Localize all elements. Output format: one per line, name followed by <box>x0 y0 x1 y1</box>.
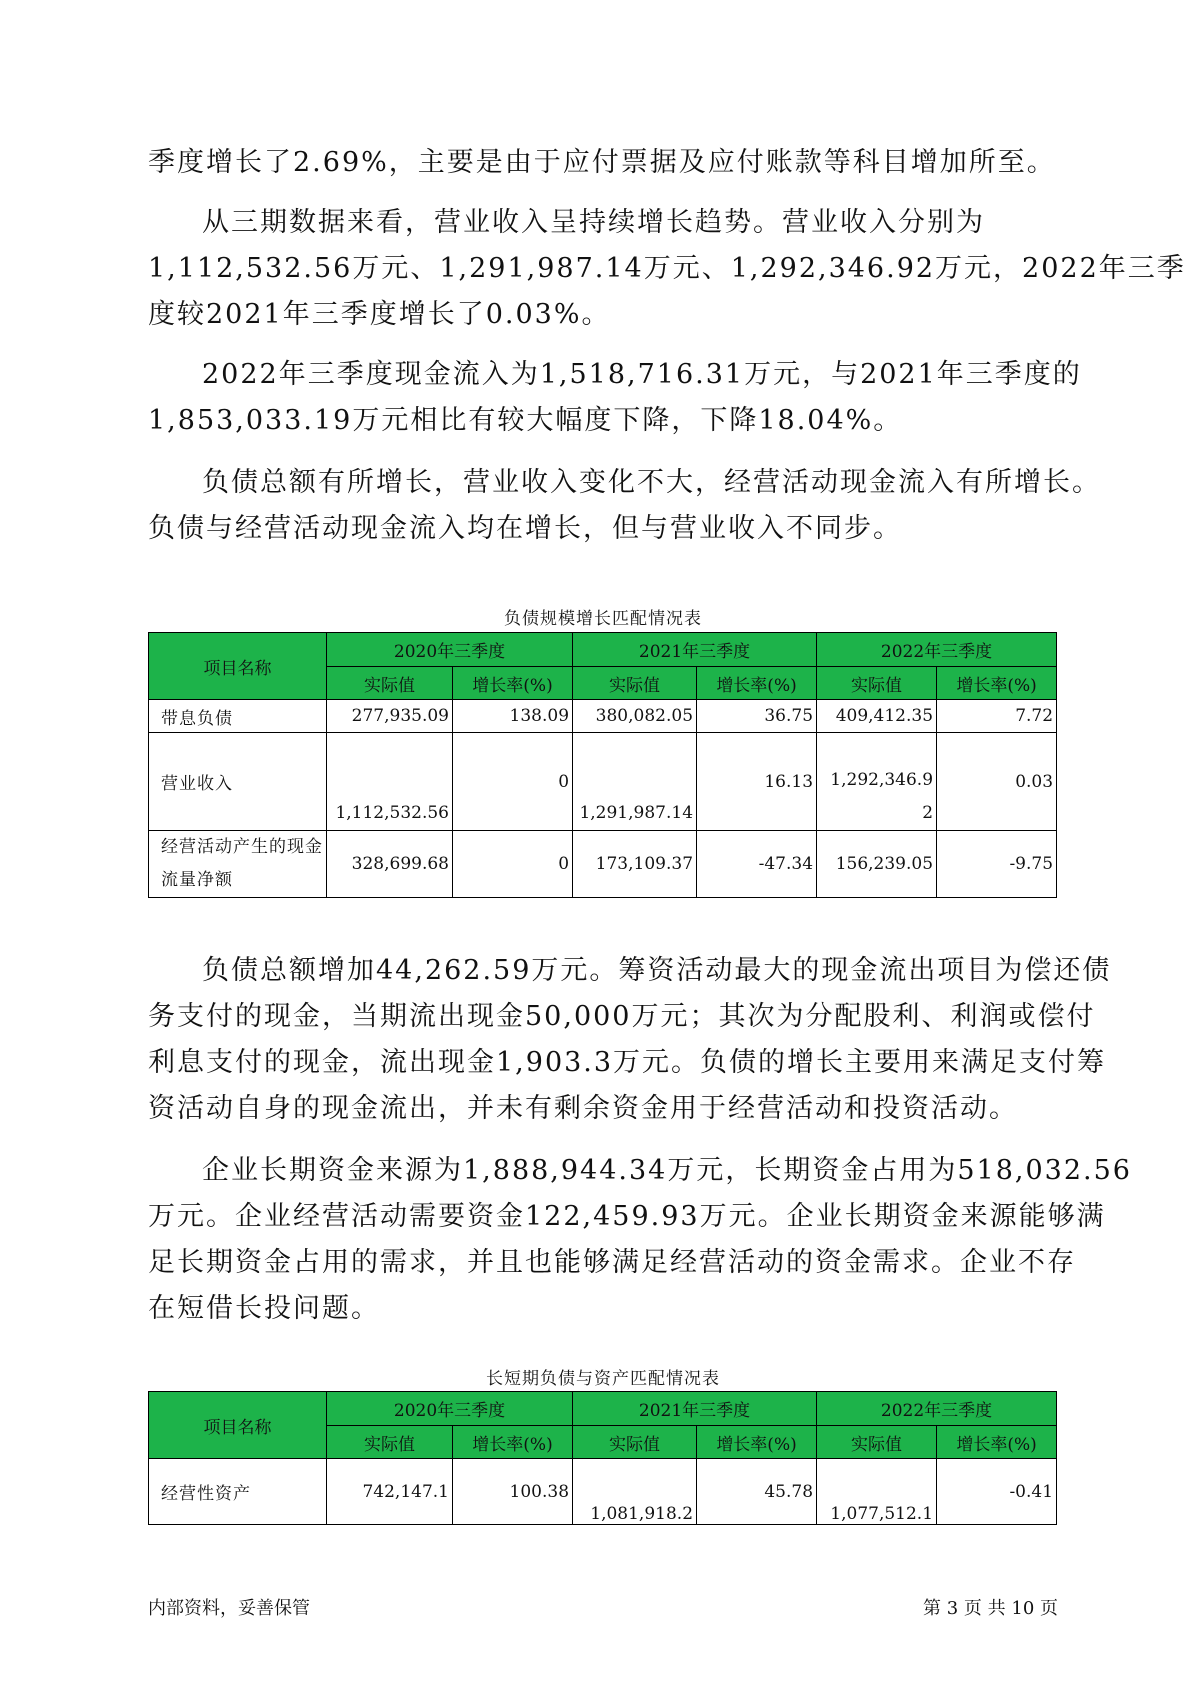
cell-growth: 100.38 <box>453 1459 573 1525</box>
header-actual-value: 实际值 <box>327 1426 453 1459</box>
header-actual-value: 实际值 <box>327 667 453 700</box>
cell-growth: 138.09 <box>453 700 573 733</box>
paragraph-5: 负债总额增加44,262.59万元。筹资活动最大的现金流出项目为偿还债 务支付的现金，当期流出现金50,000万元；其次为分配股利、利润或偿付 利息支付的现金，流出现金1,903.3万元。负债的增长主要用来满足支付筹 资活动自身的现金流出，并未有剩余资金用于经营活动和投资活动。 <box>148 955 1112 1124</box>
header-growth-rate: 增长率(%) <box>453 667 573 700</box>
page-number: 第 3 页 共 10 页 <box>923 1598 1058 1619</box>
header-item-name: 项目名称 <box>149 1392 327 1459</box>
table-row <box>149 733 1057 831</box>
header-period-2021: 2021年三季度 <box>573 1392 817 1426</box>
table-row <box>149 1459 1057 1525</box>
header-growth-rate: 增长率(%) <box>937 667 1057 700</box>
header-actual-value: 实际值 <box>573 667 697 700</box>
debt-asset-match-table <box>148 1391 1057 1525</box>
cell-value: 173,109.37 <box>573 831 697 898</box>
paragraph-6: 企业长期资金来源为1,888,944.34万元，长期资金占用为518,032.56 万元。企业经营活动需要资金122,459.93万元。企业长期资金来源能够满 足长期资金占用的需求，并且也能够满足经营活动的资金需求。企业不存 在短借长投问题。 <box>148 1155 1132 1324</box>
cell-growth: 0.03 <box>937 733 1057 831</box>
cell-value: 1,292,346.92 <box>817 733 937 831</box>
cell-value: 1,081,918.2 <box>573 1459 697 1525</box>
row-label: 经营活动产生的现金流量净额 <box>149 831 327 898</box>
table-row <box>149 831 1057 898</box>
cell-value: 277,935.09 <box>327 700 453 733</box>
header-actual-value: 实际值 <box>817 667 937 700</box>
row-label: 经营性资产 <box>149 1459 327 1525</box>
cell-value: 1,112,532.56 <box>327 733 453 831</box>
header-period-2022: 2022年三季度 <box>817 633 1057 667</box>
table2-caption: 长短期负债与资产匹配情况表 <box>486 1369 720 1389</box>
cell-value: 156,239.05 <box>817 831 937 898</box>
paragraph-4: 负债总额有所增长，营业收入变化不大，经营活动现金流入有所增长。 负债与经营活动现金流入均在增长，但与营业收入不同步。 <box>148 467 1101 544</box>
header-period-2022: 2022年三季度 <box>817 1392 1057 1426</box>
header-actual-value: 实际值 <box>573 1426 697 1459</box>
paragraph-3: 2022年三季度现金流入为1,518,716.31万元，与2021年三季度的 1,853,033.19万元相比有较大幅度下降，下降18.04%。 <box>148 359 1082 436</box>
header-growth-rate: 增长率(%) <box>697 1426 817 1459</box>
cell-growth: -0.41 <box>937 1459 1057 1525</box>
cell-value: 1,291,987.14 <box>573 733 697 831</box>
cell-value: 409,412.35 <box>817 700 937 733</box>
cell-growth: 16.13 <box>697 733 817 831</box>
header-period-2021: 2021年三季度 <box>573 633 817 667</box>
paragraph-2: 从三期数据来看，营业收入呈持续增长趋势。营业收入分别为 1,112,532.56万元、1,291,987.14万元、1,292,346.92万元，2022年三季 度较2021年三季度增长了0.03%。 <box>148 207 1186 330</box>
cell-growth: 36.75 <box>697 700 817 733</box>
cell-value: 742,147.1 <box>327 1459 453 1525</box>
cell-growth: 7.72 <box>937 700 1057 733</box>
header-growth-rate: 增长率(%) <box>697 667 817 700</box>
row-label: 营业收入 <box>149 733 327 831</box>
table1-caption: 负债规模增长匹配情况表 <box>504 609 702 629</box>
cell-growth: 0 <box>453 831 573 898</box>
header-growth-rate: 增长率(%) <box>453 1426 573 1459</box>
debt-growth-table <box>148 632 1057 898</box>
cell-growth: 0 <box>453 733 573 831</box>
header-period-2020: 2020年三季度 <box>327 633 573 667</box>
header-item-name: 项目名称 <box>149 633 327 700</box>
header-period-2020: 2020年三季度 <box>327 1392 573 1426</box>
cell-value: 328,699.68 <box>327 831 453 898</box>
confidential-footer: 内部资料，妥善保管 <box>148 1598 310 1619</box>
cell-growth: -9.75 <box>937 831 1057 898</box>
cell-value: 1,077,512.1 <box>817 1459 937 1525</box>
header-actual-value: 实际值 <box>817 1426 937 1459</box>
cell-growth: 45.78 <box>697 1459 817 1525</box>
row-label: 带息负债 <box>149 700 327 733</box>
table-row <box>149 700 1057 733</box>
paragraph-1: 季度增长了2.69%，主要是由于应付票据及应付账款等科目增加所至。 <box>148 147 1056 178</box>
header-growth-rate: 增长率(%) <box>937 1426 1057 1459</box>
cell-value: 380,082.05 <box>573 700 697 733</box>
cell-growth: -47.34 <box>697 831 817 898</box>
